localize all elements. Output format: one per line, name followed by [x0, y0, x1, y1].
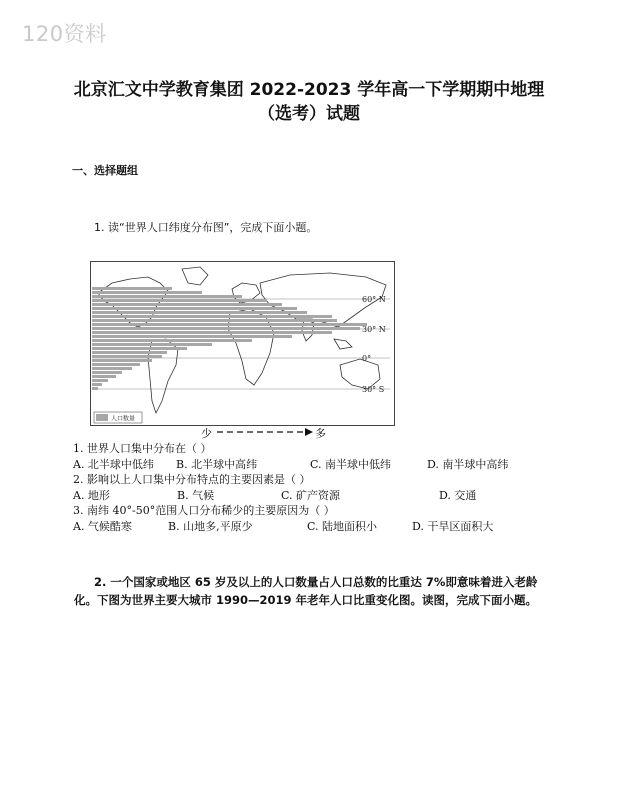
page-title-line1: 北京汇文中学教育集团 2022-2023 学年高一下学期期中地理 — [73, 80, 545, 100]
subq3-stem: 3. 南纬 40°-50°范围人口分布稀少的主要原因为（ ） — [73, 504, 335, 517]
subq3-option-d[interactable]: D. 干旱区面积大 — [412, 520, 494, 533]
subq3-option-c[interactable]: C. 陆地面积小 — [307, 520, 378, 533]
subq2-option-a[interactable]: A. 地形 — [73, 489, 110, 502]
subq2-option-b[interactable]: B. 气候 — [177, 489, 215, 502]
subq2-stem: 2. 影响以上人口集中分布特点的主要因素是（ ） — [73, 473, 311, 486]
question1-prompt: 1. 读“世界人口纬度分布图”，完成下面小题。 — [94, 221, 318, 234]
subq1-option-b[interactable]: B. 北半球中高纬 — [176, 458, 258, 471]
page-title-line2: （选考）试题 — [258, 104, 360, 124]
subq3-option-a[interactable]: A. 气候酷寒 — [73, 520, 132, 533]
lat-label-30n: 30° N — [362, 325, 386, 334]
lat-label-equator: 0° — [362, 354, 372, 363]
arrow-start-label: 少 — [201, 427, 212, 440]
world-population-latitude-map — [90, 261, 395, 426]
subq2-option-d[interactable]: D. 交通 — [439, 489, 477, 502]
arrow-end-label: 多 — [315, 427, 326, 440]
subq1-option-d[interactable]: D. 南半球中高纬 — [427, 458, 509, 471]
legend-label: 人口数量 — [111, 415, 136, 423]
subq1-option-c[interactable]: C. 南半球中低纬 — [310, 458, 392, 471]
subq2-option-c[interactable]: C. 矿产资源 — [281, 489, 341, 502]
section-heading: 一、选择题组 — [72, 164, 138, 177]
subq1-stem: 1. 世界人口集中分布在（ ） — [73, 442, 212, 455]
question2-text: 2. 一个国家或地区 65 岁及以上的人口数量占人口总数的比重达 7%即意味着进入老龄化。下图为世界主要大城市 1990—2019 年老年人口比重变化图。读图，完成下面小题。 — [74, 575, 538, 607]
lat-label-60n: 60° N — [362, 295, 386, 304]
lat-label-30s: 30° S — [362, 385, 385, 394]
legend-swatch — [96, 414, 108, 421]
watermark: 120资料 — [22, 22, 107, 46]
subq1-option-a[interactable]: A. 北半球中低纬 — [73, 458, 154, 471]
subq3-option-b[interactable]: B. 山地多,平原少 — [168, 520, 253, 533]
population-scale-arrow — [201, 424, 331, 440]
